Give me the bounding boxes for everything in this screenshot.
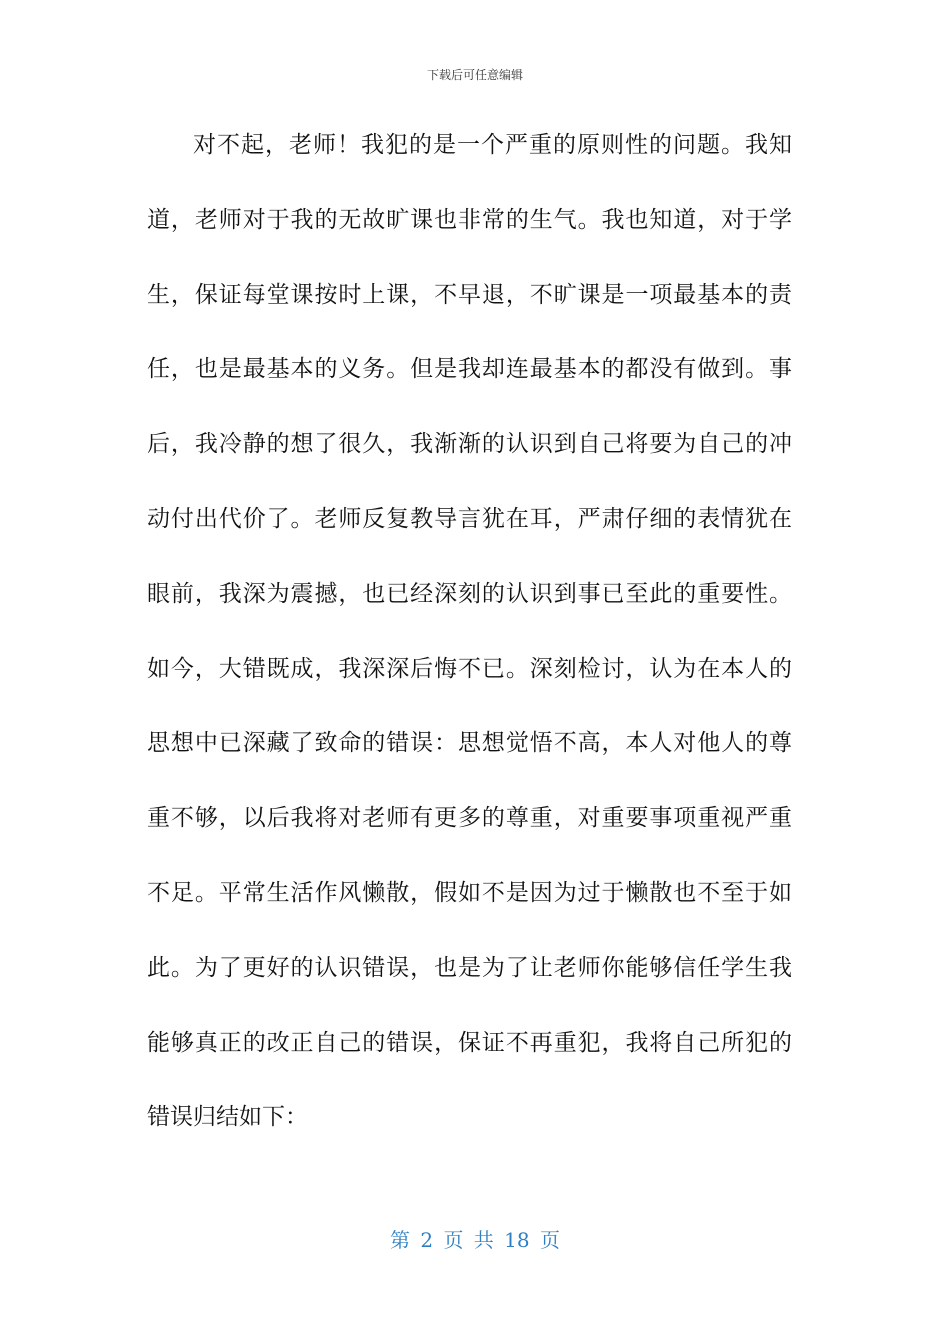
text-line: 不足。平常生活作风懒散，假如不是因为过于懒散也不至于如	[147, 879, 792, 906]
text-line: 如今，大错既成，我深深后悔不已。深刻检讨，认为在本人的	[147, 655, 792, 682]
text-line: 能够真正的改正自己的错误，保证不再重犯，我将自己所犯的	[147, 1029, 792, 1056]
body-text	[147, 120, 792, 1167]
text-line: 眼前，我深为震撼，也已经深刻的认识到事已至此的重要性。	[147, 580, 792, 607]
page-header: 下载后可任意编辑	[426, 68, 523, 82]
text-line: 道，老师对于我的无故旷课也非常的生气。我也知道，对于学	[147, 206, 792, 233]
text-line: 后，我冷静的想了很久，我渐渐的认识到自己将要为自己的冲	[147, 431, 792, 458]
text-line: 动付出代价了。老师反复教导言犹在耳，严肃仔细的表情犹在	[147, 505, 792, 532]
page-number: 第 2 页 共 18 页	[390, 1228, 560, 1252]
text-line: 思想中已深藏了致命的错误：思想觉悟不高，本人对他人的尊	[147, 730, 792, 757]
text-line: 生，保证每堂课按时上课，不早退，不旷课是一项最基本的责	[147, 281, 792, 308]
text-line: 此。为了更好的认识错误，也是为了让老师你能够信任学生我	[147, 954, 792, 981]
text-line: 重不够，以后我将对老师有更多的尊重，对重要事项重视严重	[147, 805, 792, 832]
text-line: 任，也是最基本的义务。但是我却连最基本的都没有做到。事	[147, 356, 792, 383]
text-line: 对不起，老师！我犯的是一个严重的原则性的问题。我知	[193, 132, 792, 158]
text-line: 错误归结如下：	[147, 1104, 308, 1131]
